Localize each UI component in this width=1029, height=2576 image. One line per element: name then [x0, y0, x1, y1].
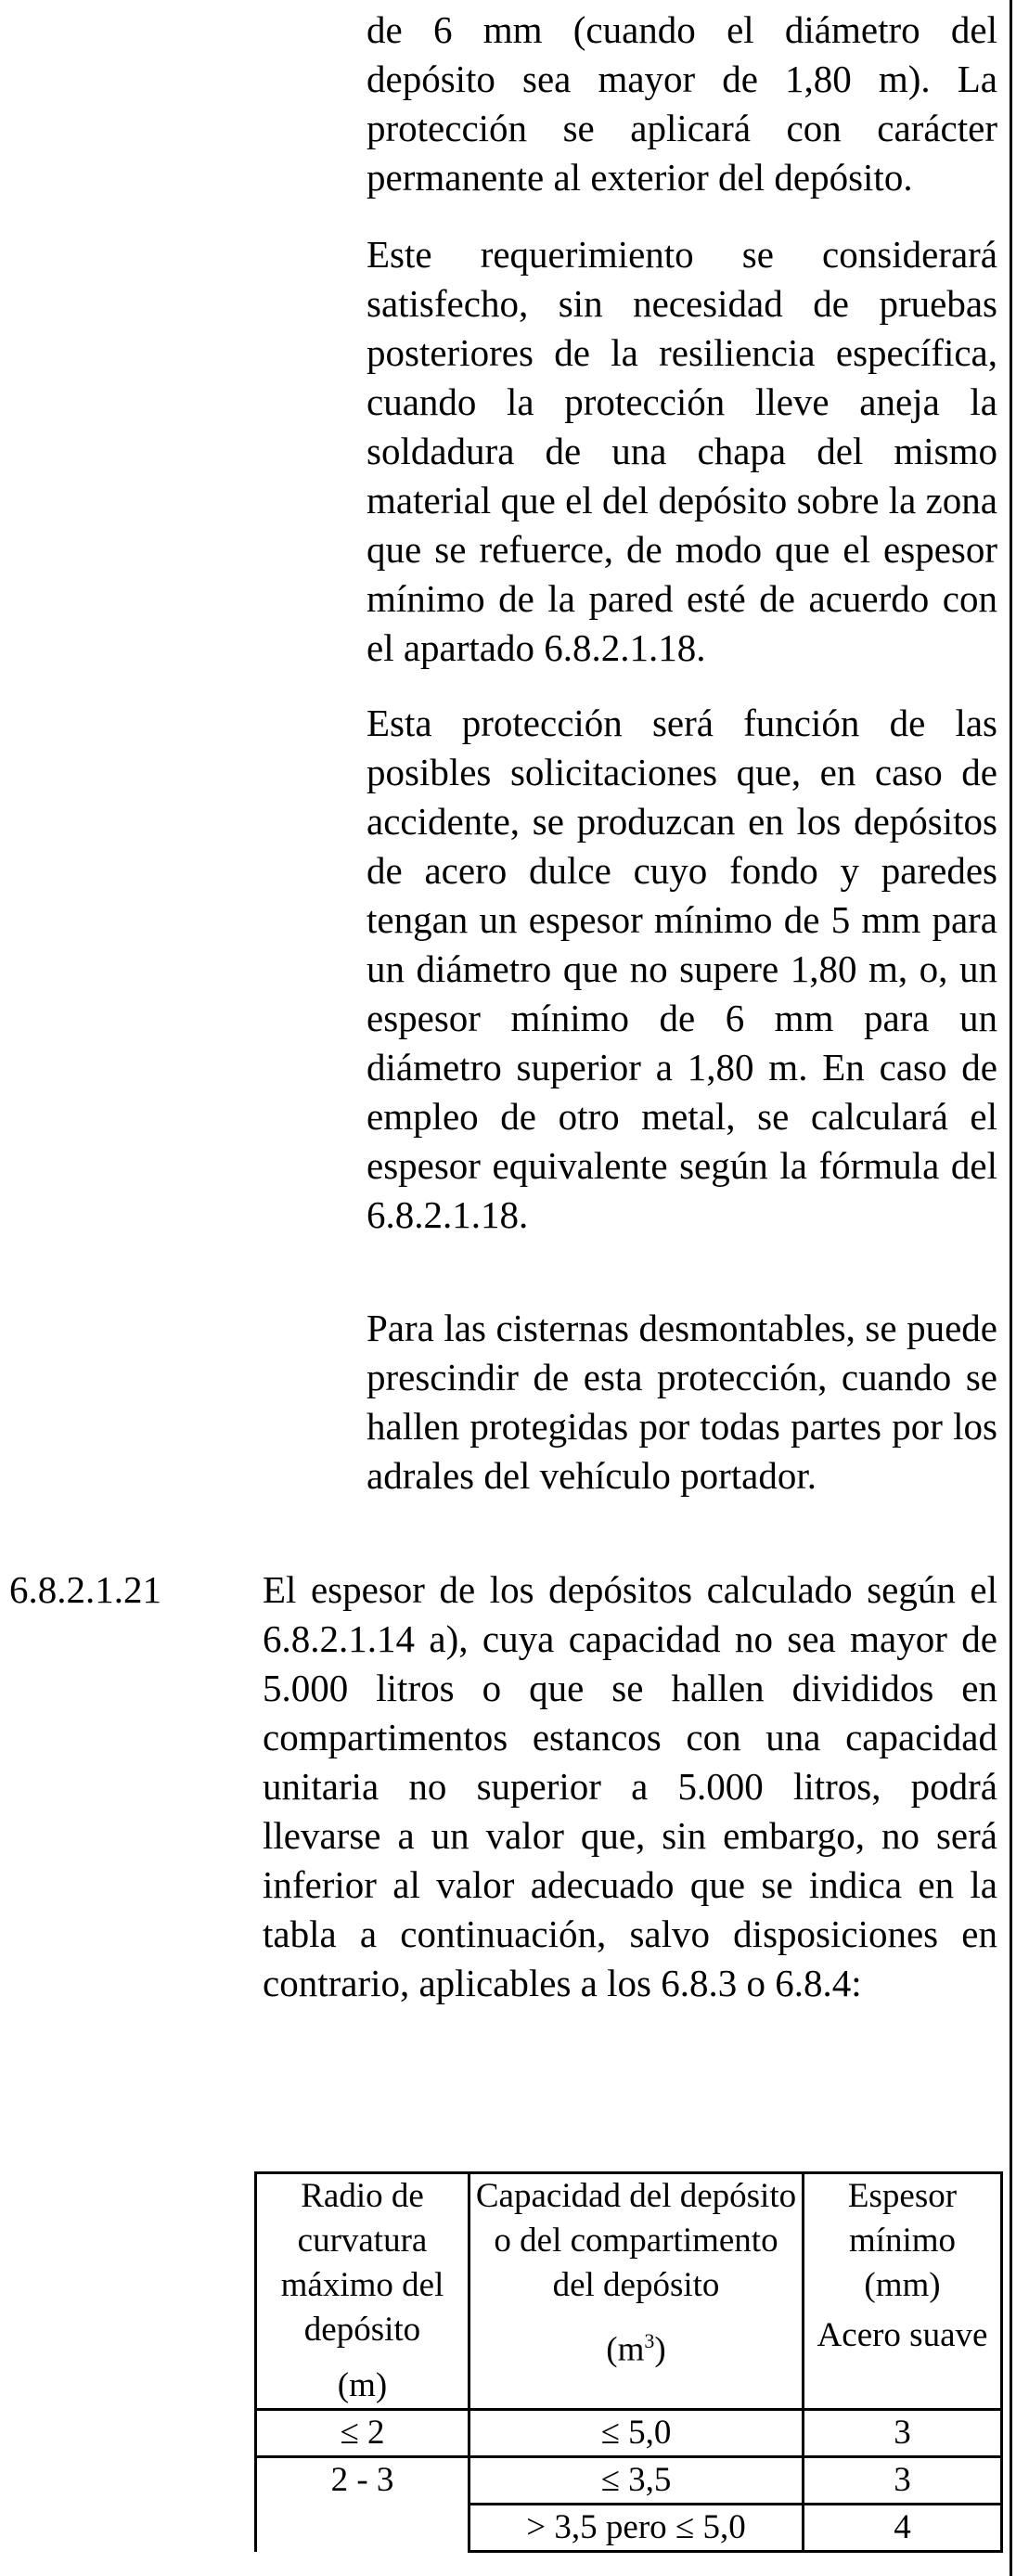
- cell-thickness: 3: [804, 2410, 1002, 2457]
- cell-capacity: ≤ 3,5: [469, 2457, 804, 2505]
- header-thickness-label: Espesor mínimo (mm): [847, 2177, 958, 2304]
- cell-capacity: ≤ 5,0: [469, 2410, 804, 2457]
- paragraph-requirement: Este requerimiento se considerará satisfecho, sin necesidad de pruebas posteriores de la resiliencia específica, cuando la protección lleve aneja la soldadura de una chapa del mismo material que el del depósito sobre la zona que se refuerce, de modo que el espesor mínimo de la pared esté de acuerdo con el apartado 6.8.2.1.18.: [367, 233, 997, 669]
- table-row: [256, 2410, 1002, 2457]
- header-thickness: [804, 2173, 1002, 2410]
- header-capacity-unit: $(m^3)$: [606, 2329, 666, 2369]
- paragraph-removable-tanks: Para las cisternas desmontables, se puede prescindir de esta protección, cuando se hallen protegidas por todas partes por los adrales del vehículo portador.: [367, 1307, 997, 1497]
- header-capacity-label: Capacidad del depósito o del compartimento del depósito: [475, 2177, 797, 2304]
- cell-thickness: 4: [804, 2505, 1002, 2552]
- table-row: [256, 2457, 1002, 2505]
- header-thickness-material: Acero suave: [817, 2316, 988, 2354]
- section-number: 6.8.2.1.21: [9, 1568, 161, 1611]
- cell-thickness: 3: [804, 2457, 1002, 2505]
- cell-radius: ≤ 2: [256, 2410, 469, 2457]
- header-radius-unit: (m): [337, 2366, 388, 2404]
- thickness-table: [254, 2171, 1003, 2553]
- table-header-row: [256, 2173, 1002, 2410]
- paragraph-protection-function: Esta protección será función de las posibles solicitaciones que, en caso de accidente, se produzcan en los depósitos de acero dulce cuyo fondo y paredes tengan un espesor mínimo de 5 mm para un diámetro que no supere 1,80 m, o, un espesor mínimo de 6 mm para un diámetro superior a 1,80 m. En caso de empleo de otro metal, se calculará el espesor equivalente según la fórmula del 6.8.2.1.18.: [367, 702, 997, 1236]
- cell-radius: 2 - 3: [256, 2457, 469, 2552]
- cell-capacity: > 3,5 pero ≤ 5,0: [469, 2505, 804, 2552]
- header-radius: [256, 2173, 469, 2410]
- right-margin-rule: [1010, 0, 1012, 2576]
- header-radius-label: Radio de curvatura máximo del depósito: [280, 2177, 444, 2349]
- header-capacity: [469, 2173, 804, 2410]
- paragraph-protection-end: de 6 mm (cuando el diámetro del depósito sea mayor de 1,80 m). La protección se aplicará con carácter permanente al exterior del depósito.: [367, 8, 997, 199]
- section-text: El espesor de los depósitos calculado según el 6.8.2.1.14 a), cuya capacidad no sea mayor de 5.000 litros o que se hallen divididos en compartimentos estancos con una capacidad unitaria no superior a 5.000 litros, podrá llevarse a un valor que, sin embargo, no será inferior al valor adecuado que se indica en la tabla a continuación, salvo disposiciones en contrario, aplicables a los 6.8.3 o 6.8.4:: [263, 1568, 997, 2004]
